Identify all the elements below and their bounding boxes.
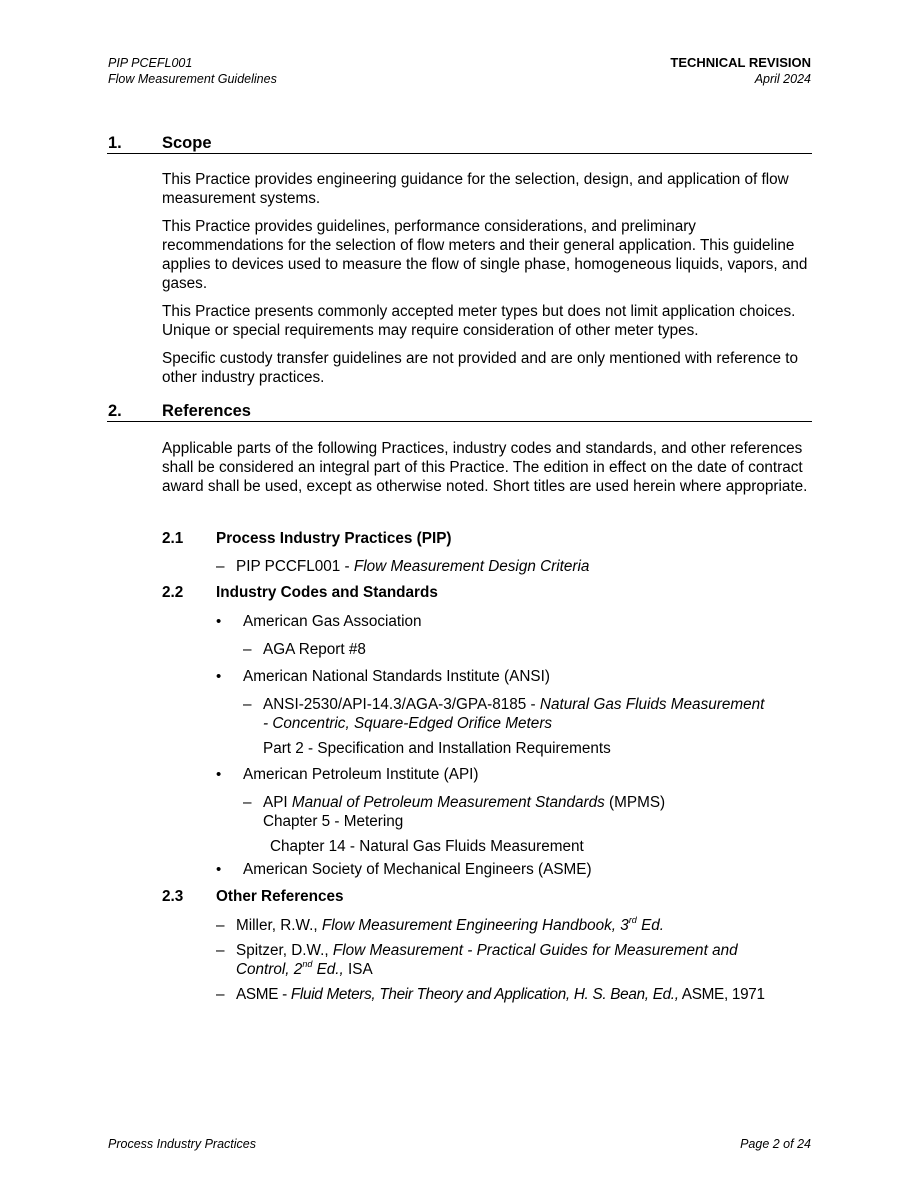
section-title: Scope xyxy=(162,134,212,152)
org-aga: American Gas Association xyxy=(243,613,422,630)
reference-item: ANSI-2530/API-14.3/AGA-3/GPA-8185 - Natural Gas Fluids Measurement xyxy=(263,696,765,713)
dash-marker: – xyxy=(243,794,252,811)
org-ansi: American National Standards Institute (ANSI) xyxy=(243,668,550,685)
page-number: Page 2 of 24 xyxy=(740,1137,811,1151)
org-api: American Petroleum Institute (API) xyxy=(243,766,479,783)
dash-marker: – xyxy=(243,696,252,713)
reference-item: PIP PCCFL001 - Flow Measurement Design Criteria xyxy=(236,558,590,575)
reference-item: Spitzer, D.W., Flow Measurement - Practical Guides for Measurement and xyxy=(236,942,738,959)
dash-marker: – xyxy=(216,986,225,1003)
dash-marker: – xyxy=(216,558,225,575)
subsection-number: 2.3 xyxy=(162,888,184,905)
dash-marker: – xyxy=(216,942,225,959)
section-title: References xyxy=(162,402,251,420)
reference-item: AGA Report #8 xyxy=(263,641,366,658)
scope-paragraph-2: This Practice provides guidelines, performance considerations, and preliminary recommendations for the selection of flow meters and their general application. This guideline applies to devices used to measure the flow of single phase, homogeneous liquids, vapors, and gases. xyxy=(162,218,808,292)
scope-paragraph-3: This Practice presents commonly accepted meter types but does not limit application choices. Unique or special requirements may require consideration of other meter types. xyxy=(162,303,796,339)
section-1-heading xyxy=(107,133,812,154)
footer-left: Process Industry Practices xyxy=(108,1137,256,1151)
subsection-title: Other References xyxy=(216,888,344,905)
dash-marker: – xyxy=(216,917,225,934)
scope-paragraph-4: Specific custody transfer guidelines are not provided and are only mentioned with reference to other industry practices. xyxy=(162,350,799,386)
reference-item-cont: Control, 2nd Ed., ISA xyxy=(236,958,373,978)
scope-paragraph-1: This Practice provides engineering guidance for the selection, design, and application of flow measurement systems. xyxy=(162,171,789,207)
section-number: 2. xyxy=(108,402,122,420)
section-2-heading xyxy=(107,401,812,422)
reference-item: API Manual of Petroleum Measurement Standards (MPMS) xyxy=(263,794,666,811)
bullet-marker: • xyxy=(216,766,222,783)
reference-item-cont: - Concentric, Square-Edged Orifice Meters xyxy=(263,715,553,732)
section-number: 1. xyxy=(108,134,122,152)
reference-chapter: Chapter 5 - Metering xyxy=(263,813,404,830)
references-intro: Applicable parts of the following Practices, industry codes and standards, and other references shall be considered an integral part of this Practice. The edition in effect on the date of contract award shall be used, except as otherwise noted. Short titles are used herein where appropriate. xyxy=(162,440,808,495)
reference-part: Part 2 - Specification and Installation Requirements xyxy=(263,740,611,757)
bullet-marker: • xyxy=(216,668,222,685)
doc-title: Flow Measurement Guidelines xyxy=(108,72,277,86)
bullet-marker: • xyxy=(216,861,222,878)
doc-code: PIP PCEFL001 xyxy=(108,56,193,70)
dash-marker: – xyxy=(243,641,252,658)
subsection-number: 2.2 xyxy=(162,584,184,601)
subsection-title: Industry Codes and Standards xyxy=(216,584,438,601)
reference-chapter: Chapter 14 - Natural Gas Fluids Measurement xyxy=(270,838,584,855)
subsection-title: Process Industry Practices (PIP) xyxy=(216,530,452,547)
subsection-number: 2.1 xyxy=(162,530,184,547)
reference-item: Miller, R.W., Flow Measurement Engineering Handbook, 3rd Ed. xyxy=(236,914,665,934)
reference-item: ASME - Fluid Meters, Their Theory and Application, H. S. Bean, Ed., ASME, 1971 xyxy=(236,986,765,1003)
bullet-marker: • xyxy=(216,613,222,630)
revision-date: April 2024 xyxy=(754,72,811,86)
org-asme: American Society of Mechanical Engineers (ASME) xyxy=(243,861,592,878)
revision-label: TECHNICAL REVISION xyxy=(670,55,811,70)
